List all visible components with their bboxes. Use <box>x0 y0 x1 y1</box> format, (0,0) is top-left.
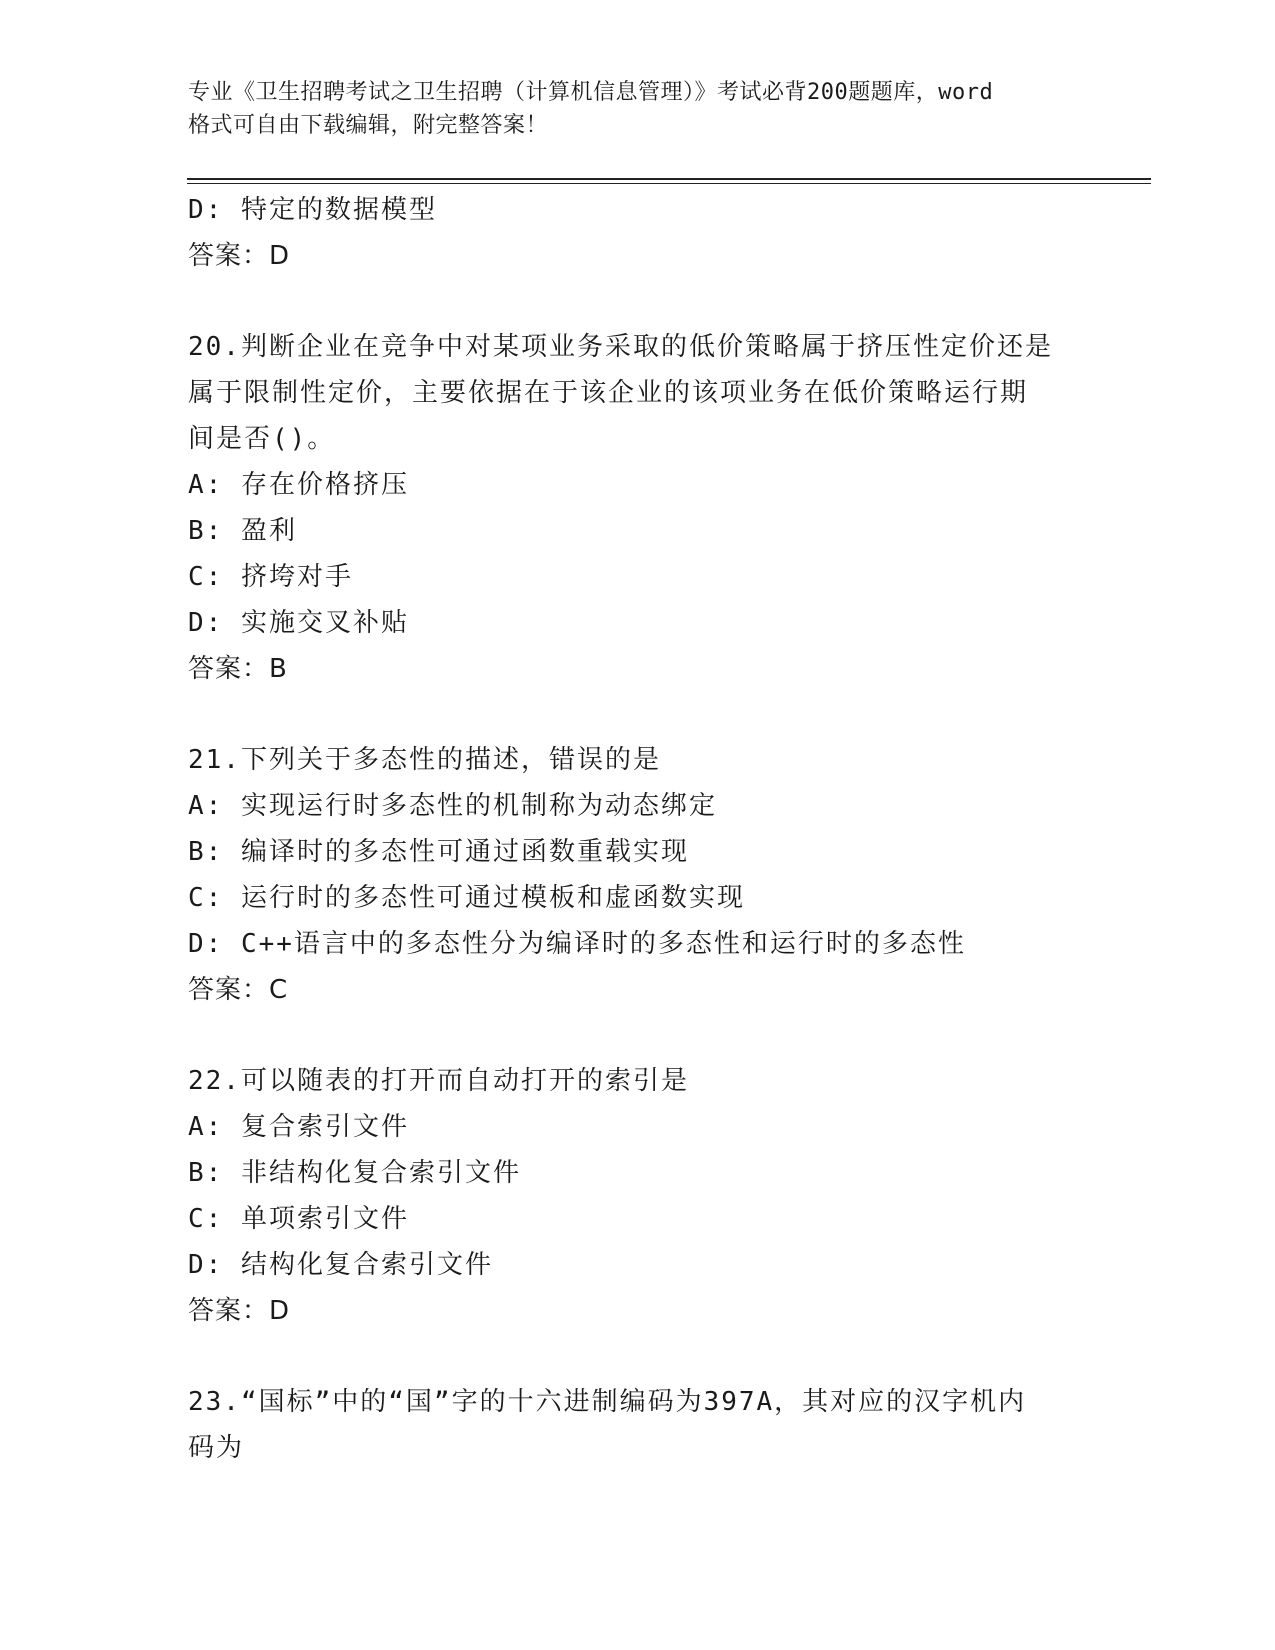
option-c: C: 单项索引文件 <box>188 1204 409 1234</box>
question-content <box>188 187 1118 1471</box>
header-line-2: 格式可自由下载编辑，附完整答案！ <box>188 113 549 138</box>
option-d: D: 特定的数据模型 <box>188 195 437 225</box>
answer-line: 答案：D <box>188 241 291 271</box>
header-line-1: 专业《卫生招聘考试之卫生招聘（计算机信息管理）》考试必背200题题库，word <box>188 80 994 105</box>
option-b: B: 非结构化复合索引文件 <box>188 1158 521 1188</box>
question-stem: 码为 <box>188 1433 245 1463</box>
question-23 <box>188 1379 1118 1471</box>
option-a: A: 存在价格挤压 <box>188 470 409 500</box>
header-divider-thin <box>187 183 1151 184</box>
option-d: D: 实施交叉补贴 <box>188 608 409 638</box>
option-d: D: C++语言中的多态性分为编译时的多态性和运行时的多态性 <box>188 929 966 959</box>
option-c: C: 运行时的多态性可通过模板和虚函数实现 <box>188 883 745 913</box>
question-stem: 21.下列关于多态性的描述，错误的是 <box>188 745 661 775</box>
question-22 <box>188 1058 1118 1334</box>
option-c: C: 挤垮对手 <box>188 562 353 592</box>
answer-line: 答案：D <box>188 1296 291 1326</box>
option-a: A: 实现运行时多态性的机制称为动态绑定 <box>188 791 717 821</box>
option-a: A: 复合索引文件 <box>188 1112 409 1142</box>
question-stem: 20.判断企业在竞争中对某项业务采取的低价策略属于挤压性定价还是 <box>188 332 1053 362</box>
question-stem: 属于限制性定价，主要依据在于该企业的该项业务在低价策略运行期 <box>188 378 1029 408</box>
answer-line: 答案：C <box>188 975 289 1005</box>
question-stem: 22.可以随表的打开而自动打开的索引是 <box>188 1066 689 1096</box>
question-stem: 23.“国标”中的“国”字的十六进制编码为397A，其对应的汉字机内 <box>188 1387 1027 1417</box>
document-header <box>188 76 1088 142</box>
header-divider-thick <box>187 178 1151 180</box>
option-b: B: 盈利 <box>188 516 297 546</box>
question-20 <box>188 324 1118 692</box>
answer-line: 答案：B <box>188 654 288 684</box>
question-21 <box>188 737 1118 1013</box>
question-stem: 间是否()。 <box>188 424 336 454</box>
option-d: D: 结构化复合索引文件 <box>188 1250 493 1280</box>
option-b: B: 编译时的多态性可通过函数重载实现 <box>188 837 689 867</box>
